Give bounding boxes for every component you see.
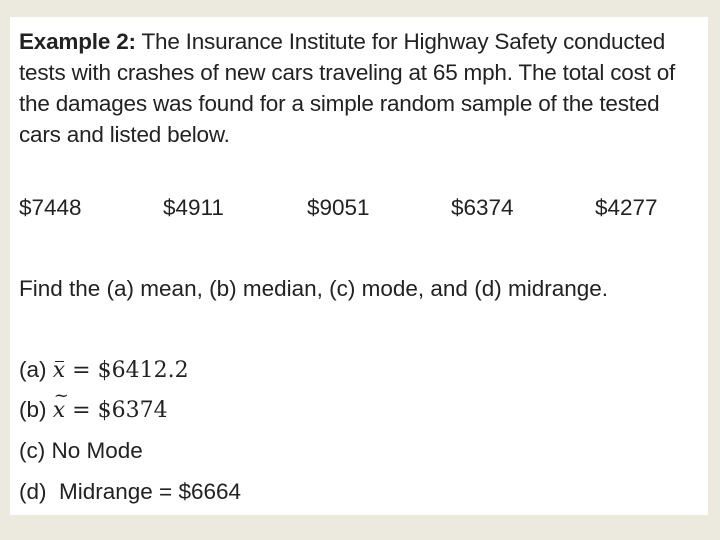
answer-midrange-text: (d) Midrange = $6664 [19,479,242,504]
mean-formula [53,358,189,383]
data-value: $4277 [595,195,658,220]
answer-median-label: (b) [19,397,53,422]
answer-mean [19,357,189,383]
example-label-colon: : [128,29,136,54]
example-label [19,29,136,54]
data-value: $6374 [451,195,514,220]
data-value: $4911 [163,195,224,220]
problem-text: The Insurance Institute for Highway Safety conducted tests with crashes of new cars traveling at 65 mph. The total cost of the damages was found for a simple random sample of the tested cars and listed below. [19,29,676,147]
data-value: $7448 [19,195,82,220]
x-tilde-symbol: ~ x [53,398,65,423]
x-bar-symbol: x [52,358,66,383]
answer-mean-label: (a) [19,357,53,382]
median-value: $6374 [97,398,168,423]
answer-median [19,397,168,423]
question-text: Find the (a) mean, (b) median, (c) mode, and (d) midrange. [19,276,608,301]
slide [10,17,708,515]
median-formula [53,398,168,423]
data-value: $9051 [307,195,370,220]
answer-midrange [19,479,241,505]
mean-value: $6412.2 [97,358,189,383]
problem-statement [19,26,699,150]
example-label-text: Example 2 [19,29,129,54]
data-values-row [19,195,699,229]
mean-equals: = [65,358,98,383]
median-equals: = [65,398,98,423]
answer-mode: (c) No Mode [19,438,143,463]
